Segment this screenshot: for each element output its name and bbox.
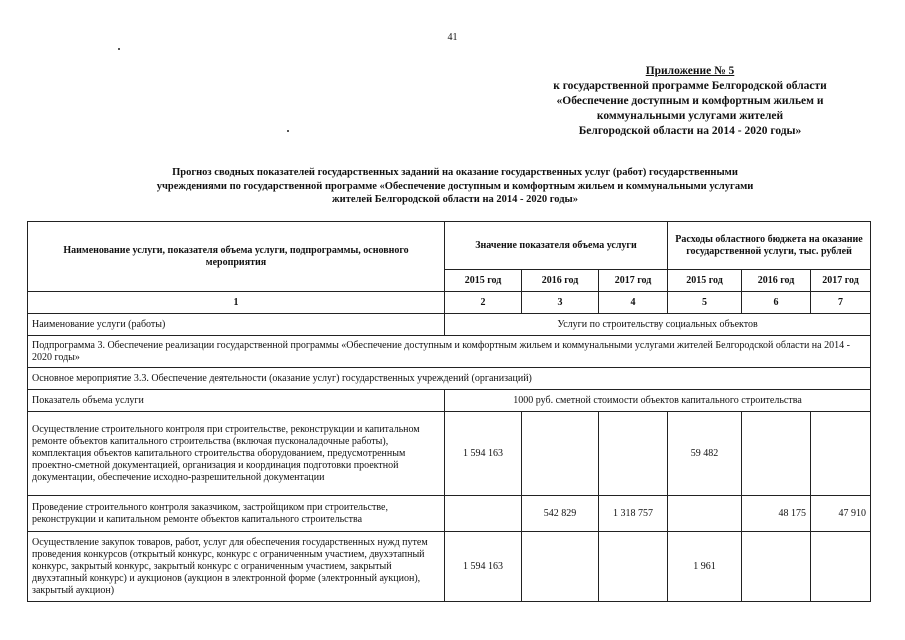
value-2017 xyxy=(599,532,668,602)
column-number: 5 xyxy=(668,292,742,314)
indicator-label: Показатель объема услуги xyxy=(28,390,445,412)
appendix-line: Белгородской области на 2014 - 2020 годы» xyxy=(578,125,802,137)
header-year: 2015 год xyxy=(668,270,742,292)
main-event-row xyxy=(28,368,871,390)
value-2016 xyxy=(522,412,599,496)
header-year: 2016 год xyxy=(522,270,599,292)
page-number: 41 xyxy=(447,32,458,43)
value-2016: 542 829 xyxy=(522,496,599,532)
document-title xyxy=(60,166,850,207)
column-number: 7 xyxy=(811,292,871,314)
scan-speck xyxy=(287,130,289,132)
header-name-col: Наименование услуги, показателя объема услуги, подпрограммы, основного мероприятия xyxy=(28,222,445,292)
expense-2015: 1 961 xyxy=(668,532,742,602)
table-row xyxy=(28,532,871,602)
header-year: 2016 год xyxy=(742,270,811,292)
value-2015 xyxy=(445,496,522,532)
column-number: 6 xyxy=(742,292,811,314)
service-value: Услуги по строительству социальных объектов xyxy=(445,314,871,336)
expense-2015: 59 482 xyxy=(668,412,742,496)
column-number: 3 xyxy=(522,292,599,314)
title-line: учреждениями по государственной программе «Обеспечение доступным и комфортным жильем и коммунальными услугами xyxy=(156,180,754,192)
expense-2017 xyxy=(811,532,871,602)
expense-2017: 47 910 xyxy=(811,496,871,532)
row-name: Осуществление закупок товаров, работ, услуг для обеспечения государственных нужд путем проведения конкурсов (открытый конкурс, конкурс с ограниченным участием, двухэтапный конкурс, закрытый конкурс, закрытый конкурс с ограниченным участием, закрытый двухэтапный конкурс) и аукционов (аукцион в электронной форме (электронный аукцион), закрытый аукцион) xyxy=(28,532,445,602)
row-name: Проведение строительного контроля заказчиком, застройщиком при строительстве, реконструкции и капитальном ремонте объектов капитального строительства xyxy=(28,496,445,532)
expense-2016 xyxy=(742,532,811,602)
header-value-group: Значение показателя объема услуги xyxy=(445,222,668,270)
header-row xyxy=(28,222,871,270)
appendix-title: Приложение № 5 xyxy=(645,65,735,77)
value-2017 xyxy=(599,412,668,496)
appendix-line: «Обеспечение доступным и комфортным жильем и xyxy=(556,95,824,107)
expense-2016 xyxy=(742,412,811,496)
subprogram-row xyxy=(28,336,871,368)
column-number: 4 xyxy=(599,292,668,314)
header-year: 2017 год xyxy=(599,270,668,292)
expense-2015 xyxy=(668,496,742,532)
appendix-header xyxy=(480,64,900,139)
row-name: Осуществление строительного контроля при строительстве, реконструкции и капитальном ремонте объектов капитального строительства (включая пусконаладочные работы), комплектация объектов капитального строительства оборудованием, предусмотренным проектно-сметной документацией, организация и координация подготовки проектной документации, обеспечение исходно-разрешительной документации xyxy=(28,412,445,496)
header-year: 2017 год xyxy=(811,270,871,292)
value-2015: 1 594 163 xyxy=(445,532,522,602)
appendix-line: к государственной программе Белгородской области xyxy=(553,80,827,92)
subprogram-text: Подпрограмма 3. Обеспечение реализации государственной программы «Обеспечение доступным и комфортным жильем и коммунальными услугами жителей Белгородской области на 2014 - 2020 годы» xyxy=(28,336,871,368)
value-2017: 1 318 757 xyxy=(599,496,668,532)
table-row xyxy=(28,412,871,496)
column-number: 1 xyxy=(28,292,445,314)
title-line: жителей Белгородской области на 2014 - 2020 годы» xyxy=(332,194,578,205)
value-2016 xyxy=(522,532,599,602)
scan-speck xyxy=(118,48,120,50)
expense-2016: 48 175 xyxy=(742,496,811,532)
column-numbers-row xyxy=(28,292,871,314)
value-2015: 1 594 163 xyxy=(445,412,522,496)
header-year: 2015 год xyxy=(445,270,522,292)
table-row xyxy=(28,496,871,532)
service-label: Наименование услуги (работы) xyxy=(28,314,445,336)
indicators-table xyxy=(27,221,871,602)
expense-2017 xyxy=(811,412,871,496)
appendix-line: коммунальными услугами жителей xyxy=(596,110,784,122)
main-event-text: Основное мероприятие 3.3. Обеспечение деятельности (оказание услуг) государственных учреждений (организаций) xyxy=(28,368,871,390)
service-row xyxy=(28,314,871,336)
column-number: 2 xyxy=(445,292,522,314)
title-line: Прогноз сводных показателей государственных заданий на оказание государственных услуг (работ) государственными xyxy=(172,167,738,178)
header-expense-group: Расходы областного бюджета на оказание государственной услуги, тыс. рублей xyxy=(668,222,871,270)
indicator-value: 1000 руб. сметной стоимости объектов капитального строительства xyxy=(445,390,871,412)
indicator-row xyxy=(28,390,871,412)
